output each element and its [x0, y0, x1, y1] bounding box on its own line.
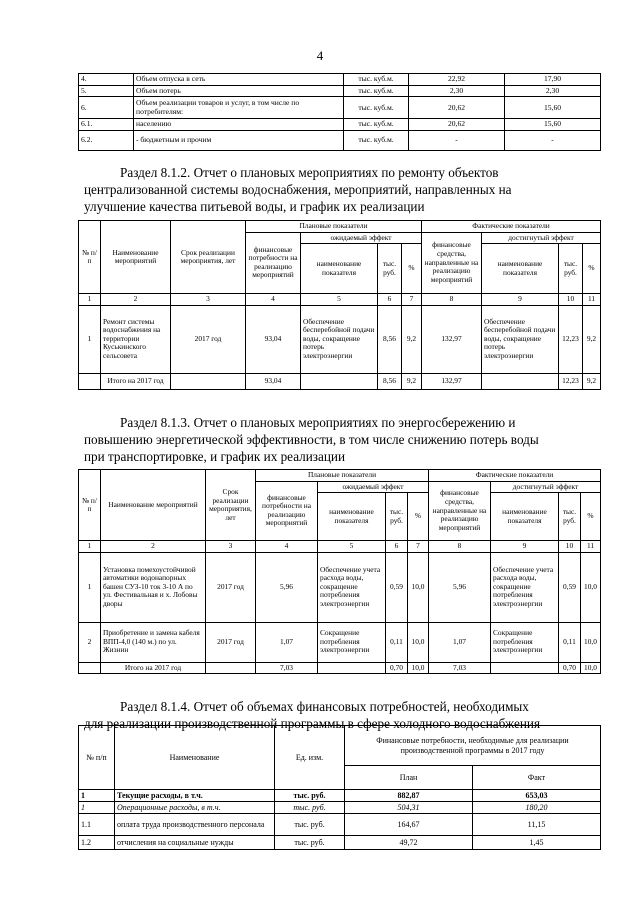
section-heading-8-1-3: Раздел 8.1.3. Отчет о плановых мероприятиях по энергосбережению и повышению энергетической эффективности, в том числе снижению потерь воды при транспортировке, и график их реализации — [84, 415, 539, 464]
table-row: 6.2. - бюджетным и прочим тыс. куб.м. - - — [79, 131, 601, 151]
table-row: 1.2 отчисления на социальные нужды тыс. руб. 49,72 1,45 — [79, 836, 601, 850]
table-row: 1 Операционные расходы, в т.ч. тыс. руб. 504,31 180,20 — [79, 802, 601, 814]
table-row: 5. Объем потерь тыс. куб.м. 2,30 2,30 — [79, 85, 601, 97]
table-row: 4. Объем отпуска в сеть тыс. куб.м. 22,92 17,90 — [79, 74, 601, 86]
table-row: 1 Текущие расходы, в т.ч. тыс. руб. 882,87 653,03 — [79, 790, 601, 802]
table-row: 6. Объем реализации товаров и услуг, в том числе по потребителям: тыс. куб.м. 20,62 15,60 — [79, 97, 601, 119]
table-row: 2 Приобретение и замена кабеля ВПП-4,0 (140 м.) по ул. Жизнин 2017 год 1,07 Сокращение потребления электроэнергии 0,11 10,0 1,07 Сокращение потребления электроэнергии 0,11 10,0 — [79, 622, 601, 662]
page-number: 4 — [316, 48, 324, 63]
repair-events-table: № п/п Наименование мероприятий Срок реализации мероприятия, лет Плановые показатели Фактические показатели финансовые потребности на реализацию мероприятий ожидаемый эффект финансовые средства, направленные на реализацию мероприятий достигнутый эффект наименование показателя тыс. руб. % наименование показателя тыс. руб. % 1 2 3 4 5 6 7 8 9 10 11 1 Ремонт системы водоснабжения на территории Куськинского сельсовета 2017 год 93,04 Обеспечение бесперебойной подачи воды, сокращение потерь электроэнергии 8,56 9,2 132,97 Обеспечение бесперебойной подачи воды, сокращение потерь электроэнергии 12,23 9,2 Итого на 2017 год 93,04 8,56 9,2 132,97 12,23 9,2 — [78, 220, 601, 390]
table-total-row: Итого на 2017 год 7,03 0,70 10,0 7,03 0,70 10,0 — [79, 662, 601, 674]
table-row: 1 Установка помехоустойчивой автоматики водонапорных башен СУЗ-10 ток 3-10 А по ул. Фестивальная и х. Лобовы дворы 2017 год 5,96 Обеспечение учета расхода воды, сокращение потребления электроэнергии 0,59 10,0 5,96 Обеспечение учета расхода воды, сокращение потребления электроэнергии 0,59 10,0 — [79, 552, 601, 622]
volumes-table — [78, 73, 601, 151]
table-total-row: Итого на 2017 год 93,04 8,56 9,2 132,97 12,23 9,2 — [79, 373, 601, 389]
table-row: 6.1. населению тыс. куб.м. 20,62 15,60 — [79, 119, 601, 131]
section-heading-8-1-4: Раздел 8.1.4. Отчет об объемах финансовых потребностей, необходимых для реализации производственной программы в сфере холодного водоснабжения — [84, 699, 541, 731]
energy-events-table: № п/п Наименование мероприятий Срок реализации мероприятия, лет Плановые показатели Фактические показатели финансовые потребности на реализацию мероприятий ожидаемый эффект финансовые средства, направленные на реализацию мероприятий достигнутый эффект наименование показателя тыс. руб. % наименование показателя тыс. руб. % 1 2 3 4 5 6 7 8 9 10 11 1 Установка помехоустойчивой автоматики водонапорных башен СУЗ-10 ток 3-10 А по ул. Фестивальная и х. Лобовы дворы 2017 год 5,96 Обеспечение учета расхода воды, сокращение потребления электроэнергии 0,59 10,0 5,96 Обеспечение учета расхода воды, сокращение потребления электроэнергии 0,59 10,0 2 Приобретение и замена кабеля ВПП-4,0 (140 м.) по ул. Жизнин 2017 год 1,07 Сокращение потребления электроэнергии 0,11 10,0 1,07 Сокращение потребления электроэнергии 0,11 10,0 Итого на 2017 год 7,03 0,70 10,0 7,03 0,70 10,0 — [78, 469, 601, 674]
table-row: 1 Ремонт системы водоснабжения на территории Куськинского сельсовета 2017 год 93,04 Обеспечение бесперебойной подачи воды, сокращение потерь электроэнергии 8,56 9,2 132,97 Обеспечение бесперебойной подачи воды, сокращение потерь электроэнергии 12,23 9,2 — [79, 305, 601, 373]
table-row: 1.1 оплата труда производственного персонала тыс. руб. 164,67 11,15 — [79, 814, 601, 836]
section-heading-8-1-2: Раздел 8.1.2. Отчет о плановых мероприятиях по ремонту объектов централизованной системы водоснабжения, мероприятий, направленных на улучшение качества питьевой воды, и график их реализации — [84, 165, 512, 214]
financial-needs-table: № п/п Наименование Ед. изм. Финансовые потребности, необходимые для реализации производственной программы в 2017 году План Факт 1 Текущие расходы, в т.ч. тыс. руб. 882,87 653,03 1 Операционные расходы, в т.ч. тыс. руб. 504,31 180,20 1.1 оплата труда производственного персонала тыс. руб. 164,67 11,15 1.2 отчисления на социальные нужды тыс. руб. 49,72 1,45 — [78, 725, 601, 850]
